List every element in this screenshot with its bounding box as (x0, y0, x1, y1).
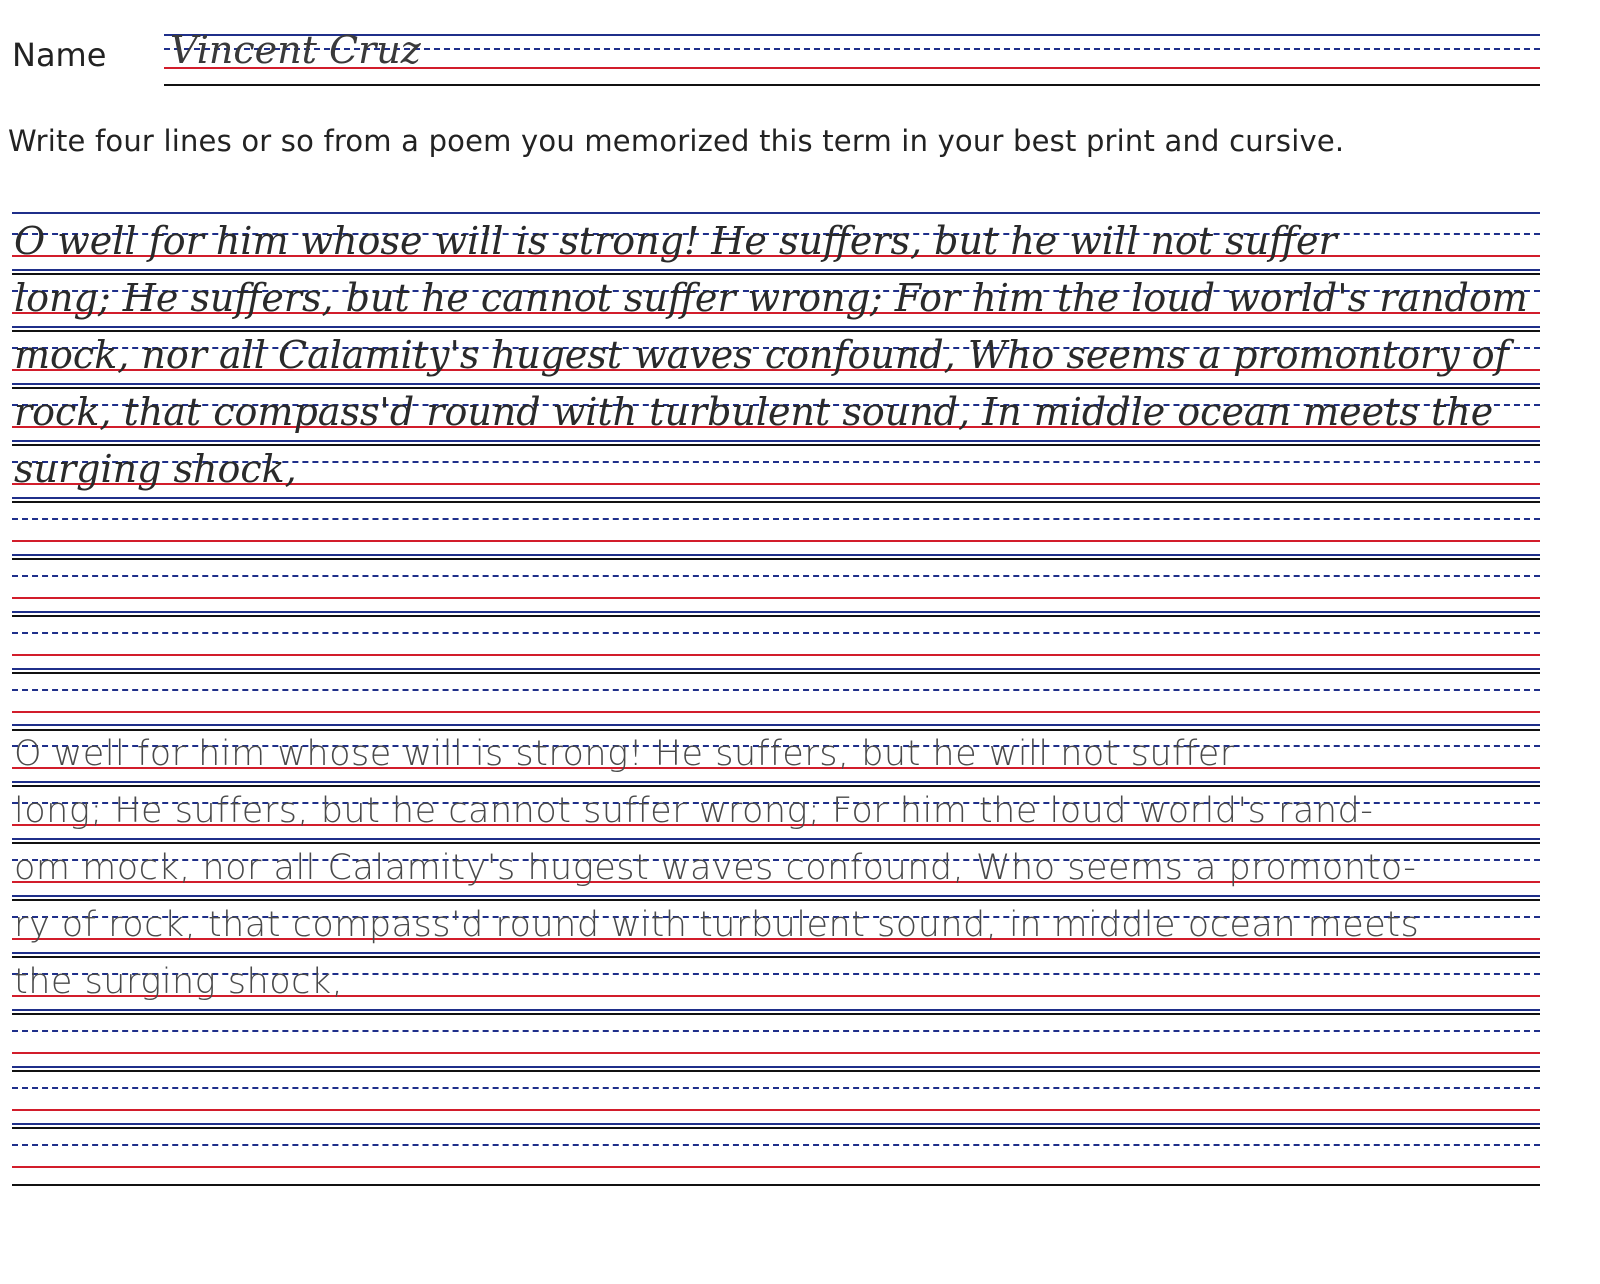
ruling-baseline (12, 1166, 1540, 1168)
ruling-baseline (12, 540, 1540, 542)
ruling-midline (12, 1144, 1540, 1146)
ruling-top (12, 326, 1540, 328)
writing-row[interactable] (12, 611, 1540, 673)
name-label: Name (12, 36, 107, 74)
cursive-text-line: mock, nor all Calamity's hugest waves confound, Who seems a promontory of (14, 333, 1509, 377)
writing-row[interactable] (12, 440, 1540, 502)
ruling-baseline (12, 597, 1540, 599)
writing-row[interactable] (12, 838, 1540, 900)
ruling-top (12, 1066, 1540, 1068)
writing-row[interactable] (12, 1123, 1540, 1185)
ruling-top (12, 724, 1540, 726)
ruling-midline (12, 518, 1540, 520)
writing-row[interactable] (12, 269, 1540, 331)
instructions: Write four lines or so from a poem you memorized this term in your best print and cursive. (8, 124, 1345, 158)
ruling-midline (12, 575, 1540, 577)
ruling-top (12, 383, 1540, 385)
ruling-midline (12, 632, 1540, 634)
ruling-top (12, 611, 1540, 613)
ruling-top (12, 440, 1540, 442)
ruling-top (12, 1009, 1540, 1011)
ruling-top (12, 1123, 1540, 1125)
print-text-line: O well for him whose will is strong! He suffers, but he will not suffer (14, 734, 1235, 774)
print-text-line: om mock, nor all Calamity's hugest waves confound, Who seems a promonto- (14, 848, 1417, 888)
ruling-top (12, 952, 1540, 954)
writing-row[interactable] (12, 724, 1540, 786)
ruling-midline (12, 689, 1540, 691)
writing-row[interactable] (12, 1009, 1540, 1071)
cursive-text-line: surging shock, (14, 447, 297, 491)
name-field[interactable] (164, 28, 1540, 96)
writing-row[interactable] (12, 1066, 1540, 1128)
writing-row[interactable] (12, 781, 1540, 843)
print-text-line: long; He suffers, but he cannot suffer wrong; For him the loud world's rand- (14, 791, 1374, 831)
print-text-line: ry of rock, that compass'd round with turbulent sound, in middle ocean meets (14, 905, 1420, 945)
ruling-top (12, 895, 1540, 897)
ruling-top (12, 269, 1540, 271)
ruling-baseline (12, 711, 1540, 713)
writing-row[interactable] (12, 668, 1540, 730)
ruling-bottom (164, 84, 1540, 86)
ruling-baseline (12, 654, 1540, 656)
ruling-top (12, 838, 1540, 840)
ruling-baseline (12, 1052, 1540, 1054)
cursive-text-line: O well for him whose will is strong! He suffers, but he will not suffer (14, 219, 1337, 263)
ruling-baseline (12, 1109, 1540, 1111)
writing-row[interactable] (12, 497, 1540, 559)
ruling-top (12, 497, 1540, 499)
ruling-top (12, 781, 1540, 783)
writing-row[interactable] (12, 326, 1540, 388)
writing-row[interactable] (12, 212, 1540, 274)
ruling-bottom (12, 1184, 1540, 1186)
writing-row[interactable] (12, 383, 1540, 445)
writing-row[interactable] (12, 554, 1540, 616)
ruling-midline (12, 1030, 1540, 1032)
writing-row[interactable] (12, 895, 1540, 957)
ruling-top (12, 212, 1540, 214)
ruling-midline (12, 1087, 1540, 1089)
print-text-line: the surging shock, (14, 962, 344, 1002)
cursive-text-line: long; He suffers, but he cannot suffer wrong; For him the loud world's random (14, 276, 1528, 320)
cursive-text-line: rock, that compass'd round with turbulent sound, In middle ocean meets the (14, 390, 1494, 434)
ruling-top (12, 668, 1540, 670)
ruling-top (12, 554, 1540, 556)
writing-row[interactable] (12, 952, 1540, 1014)
student-name: Vincent Cruz (170, 28, 421, 72)
